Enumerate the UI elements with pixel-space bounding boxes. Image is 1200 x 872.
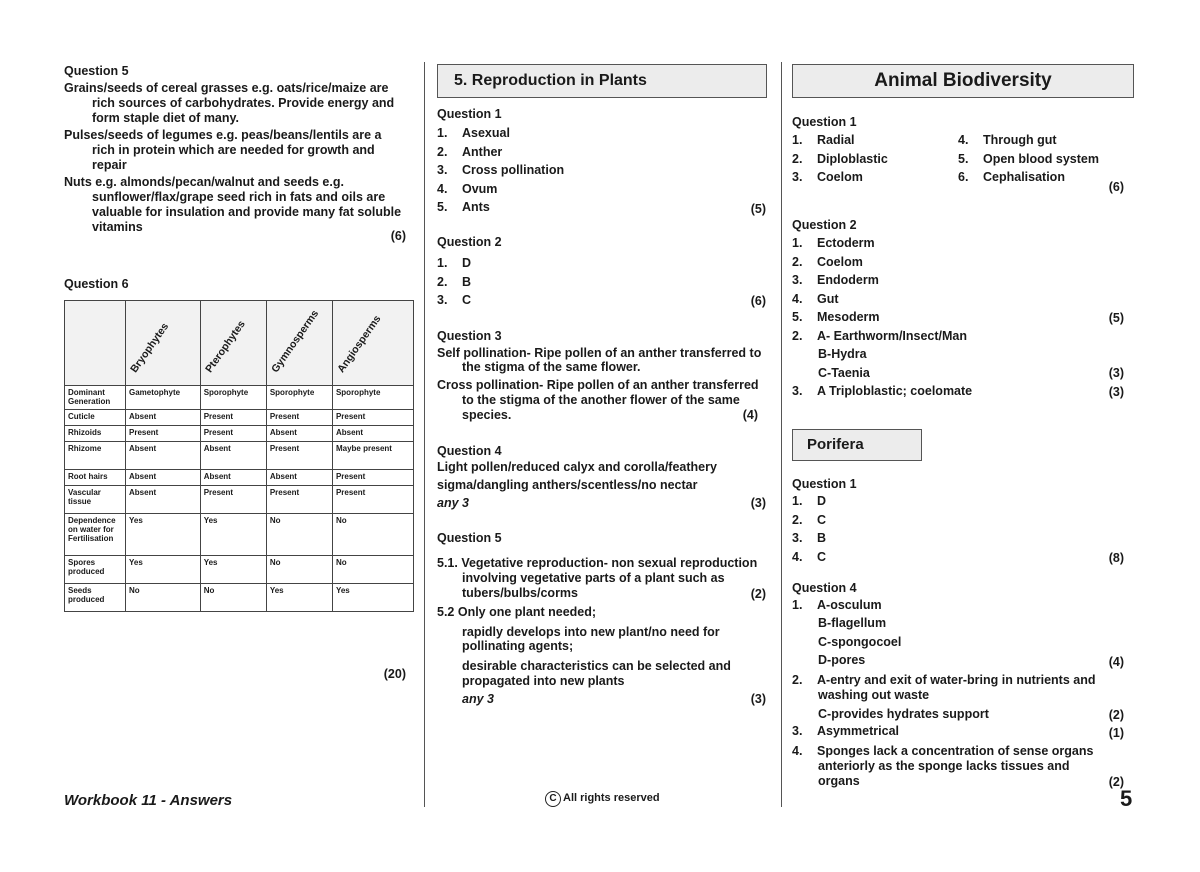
rp-q5-2-line: propagated into new plants [462,674,625,688]
rp-q5-1-line: 5.1. Vegetative reproduction- non sexual reproduction [437,556,758,570]
rp-q4-any: any 3 [437,496,469,510]
ab-q2-b-mark: (3) [1108,366,1124,380]
rp-q4-mark: (3) [750,496,766,510]
plant-comparison-table [64,300,414,612]
table-row [65,556,414,584]
table-cell: Present [200,426,266,442]
table-cell: Absent [126,486,201,514]
table-cell: No [200,584,266,612]
rp-q1-item: 5. Ants [437,200,490,214]
rp-q3-line: Cross pollination- Ripe pollen of an anther transferred [437,378,759,392]
ab-q1-item: 5. Open blood system [958,151,1099,166]
rp-q3-line: Self pollination- Ripe pollen of an anther transferred to [437,346,762,360]
pf-q4-2-line: washing out waste [818,688,930,702]
q5-answer-line: form staple diet of many. [92,111,240,125]
q5-answer-line: repair [92,158,127,172]
pf-q4-1-line: C-spongocoel [818,635,902,649]
pf-q1-item: 2. C [792,512,827,527]
section-title-reproduction: 5. Reproduction in Plants [437,64,767,98]
table-row [65,470,414,486]
pf-q4-4-line: organs [818,774,860,788]
rp-q3-mark: (4) [742,408,758,422]
table-cell: Absent [266,470,332,486]
rp-q5-2-line: pollinating agents; [462,639,574,653]
pf-q4-2-line: 2. A-entry and exit of water-bring in nutrients and [792,673,1096,687]
table-cell: Present [332,486,413,514]
q5-mark: (6) [390,229,406,243]
rp-q5-2-any: any 3 [462,692,494,706]
table-cell: Absent [332,426,413,442]
ab-q2-item: 1. Ectoderm [792,236,875,250]
rp-q2-item: 2. B [437,274,472,289]
table-cell: Absent [126,410,201,426]
table-cell: Gametophyte [126,386,201,410]
ab-q1-item: 6. Cephalisation [958,170,1065,184]
ab-q1-item: 2. Diploblastic [792,151,888,166]
pf-q4-3-line: 3. Asymmetrical [792,724,899,738]
table-cell: Absent [266,426,332,442]
q6-heading: Question 6 [64,277,129,291]
rp-q3-line: the stigma of the same flower. [462,360,641,374]
pf-q4-4-line: anteriorly as the sponge lacks tissues and [818,759,1070,773]
pf-q1-item: 1. D [792,494,827,508]
table-cell: Present [332,410,413,426]
q5-answer-line: Nuts e.g. almonds/pecan/walnut and seeds e.g. [64,175,344,189]
ab-q1-item: 4. Through gut [958,133,1057,147]
table-cell: Present [266,486,332,514]
rp-q5-2-mark: (3) [750,692,766,706]
pf-q4-1-line: B-flagellum [818,616,887,630]
table-cell: Yes [126,514,201,556]
table-cell: Present [200,410,266,426]
ab-q2-b-line: B-Hydra [818,347,867,361]
table-row-label: Vascular tissue [65,486,126,514]
rp-q5-1-line: tubers/bulbs/corms [462,586,578,600]
table-cell: No [266,514,332,556]
rp-q5-2-line: 5.2 Only one plant needed; [437,605,597,619]
table-row-label: Cuticle [65,410,126,426]
q6-mark: (20) [383,667,406,681]
table-cell: Absent [126,442,201,470]
ab-q2-c-line: 3. A Triploblastic; coelomate [792,384,973,398]
pf-q4-3-mark: (1) [1108,726,1124,740]
table-cell: Present [266,442,332,470]
table-cell: No [126,584,201,612]
table-cell: Present [332,470,413,486]
ab-q2-mark: (5) [1108,311,1124,325]
table-cell: Present [200,486,266,514]
table-cell: Yes [200,556,266,584]
table-row-label: Rhizome [65,442,126,470]
pf-q4-2-line: C-provides hydrates support [818,707,989,721]
table-header: Bryophytes [126,301,201,386]
pf-q1-item: 4. C [792,549,827,564]
column-divider-left [424,62,425,807]
rp-q2-heading: Question 2 [437,235,502,249]
ab-q2-item: 4. Gut [792,291,839,306]
pf-q4-1-mark: (4) [1108,655,1124,669]
rp-q4-line: sigma/dangling anthers/scentless/no nectar [437,478,698,492]
rp-q4-heading: Question 4 [437,444,502,458]
pf-q1-heading: Question 1 [792,477,857,491]
q5-answer-line: Pulses/seeds of legumes e.g. peas/beans/lentils are a [64,128,382,142]
table-cell: No [266,556,332,584]
rp-q3-line: species. [462,408,512,422]
pf-q4-4-line: 4. Sponges lack a concentration of sense organs [792,744,1094,758]
rp-q1-heading: Question 1 [437,107,502,121]
table-header: Pterophytes [200,301,266,386]
copyright-icon: C [545,791,561,807]
table-cell: No [332,556,413,584]
table-cell: No [332,514,413,556]
pf-q4-1-line: D-pores [818,653,866,667]
rp-q1-item: 3. Cross pollination [437,163,565,177]
q5-answer-line: Grains/seeds of cereal grasses e.g. oats/rice/maize are [64,81,389,95]
ab-q2-item: 2. Coelom [792,254,863,269]
rp-q1-item: 4. Ovum [437,181,498,196]
rp-q3-line: to the stigma of the another flower of the same [462,393,740,407]
table-cell: Yes [126,556,201,584]
table-cell: Yes [200,514,266,556]
table-row-label: Seeds produced [65,584,126,612]
q5-answer-line: vitamins [92,220,143,234]
workbook-title: Workbook 11 - Answers [64,792,233,809]
rp-q1-item: 2. Anther [437,144,503,159]
table-cell: Absent [200,470,266,486]
table-header: Angiosperms [332,301,413,386]
table-cell: Sporophyte [200,386,266,410]
rp-q4-line: Light pollen/reduced calyx and corolla/feathery [437,460,717,474]
table-cell: Yes [332,584,413,612]
table-cell: Yes [266,584,332,612]
rp-q5-2-line: desirable characteristics can be selected and [462,659,731,673]
rp-q5-2-line: rapidly develops into new plant/no need for [462,625,720,639]
pf-q1-mark: (8) [1108,551,1124,565]
q5-answer-line: rich sources of carbohydrates. Provide energy and [92,96,395,110]
table-row [65,442,414,470]
table-row-label: Root hairs [65,470,126,486]
pf-q4-2-mark: (2) [1108,708,1124,722]
pf-q4-heading: Question 4 [792,581,857,595]
ab-q2-heading: Question 2 [792,218,857,232]
table-corner [65,301,126,386]
table-cell: Maybe present [332,442,413,470]
table-row [65,514,414,556]
table-row-label: Dependence on water for Fertilisation [65,514,126,556]
copyright: C All rights reserved [545,791,660,807]
ab-q1-item: 1. Radial [792,133,855,147]
page-number: 5 [1120,786,1133,811]
q5-answer-line: rich in protein which are needed for growth and [92,143,375,157]
pf-q1-item: 3. B [792,531,827,545]
ab-q2-b-line: 2. A- Earthworm/Insect/Man [792,329,968,343]
ab-q1-item: 3. Coelom [792,170,863,184]
ab-q2-item: 3. Endoderm [792,273,879,287]
table-header: Gymnosperms [266,301,332,386]
table-row [65,426,414,442]
column-divider-right [781,62,782,807]
table-cell: Absent [200,442,266,470]
rp-q5-1-line: involving vegetative parts of a plant such as [462,571,725,585]
ab-q1-mark: (6) [1108,180,1124,194]
table-row [65,486,414,514]
table-row-label: Rhizoids [65,426,126,442]
rp-q3-heading: Question 3 [437,329,502,343]
ab-q2-b-line: C-Taenia [818,366,870,380]
table-row-label: Dominant Generation [65,386,126,410]
table-cell: Absent [126,470,201,486]
ab-q2-c-mark: (3) [1108,385,1124,399]
rp-q5-heading: Question 5 [437,531,502,545]
ab-q1-heading: Question 1 [792,115,857,129]
table-cell: Present [126,426,201,442]
table-cell: Sporophyte [332,386,413,410]
section-title-porifera: Porifera [792,429,922,461]
q5-heading: Question 5 [64,64,129,78]
rp-q2-item: 3. C [437,293,472,307]
table-header-row [65,301,414,386]
pf-q4-1-line: 1. A-osculum [792,598,882,612]
section-title-animal-biodiversity: Animal Biodiversity [792,64,1134,98]
rp-q1-mark: (5) [750,202,766,216]
rp-q2-mark: (6) [750,294,766,308]
table-row [65,386,414,410]
ab-q2-item: 5. Mesoderm [792,310,880,324]
rp-q2-item: 1. D [437,256,472,270]
table-row [65,410,414,426]
rp-q5-1-mark: (2) [750,587,766,601]
table-row [65,584,414,612]
table-cell: Sporophyte [266,386,332,410]
q5-answer-line: valuable for insulation and provide many fat soluble [92,205,402,219]
q5-answer-line: sunflower/flax/grape seed rich in fats and oils are [92,190,386,204]
rp-q1-item: 1. Asexual [437,126,510,140]
pf-q4-4-mark: (2) [1108,775,1124,789]
table-row-label: Spores produced [65,556,126,584]
table-cell: Present [266,410,332,426]
